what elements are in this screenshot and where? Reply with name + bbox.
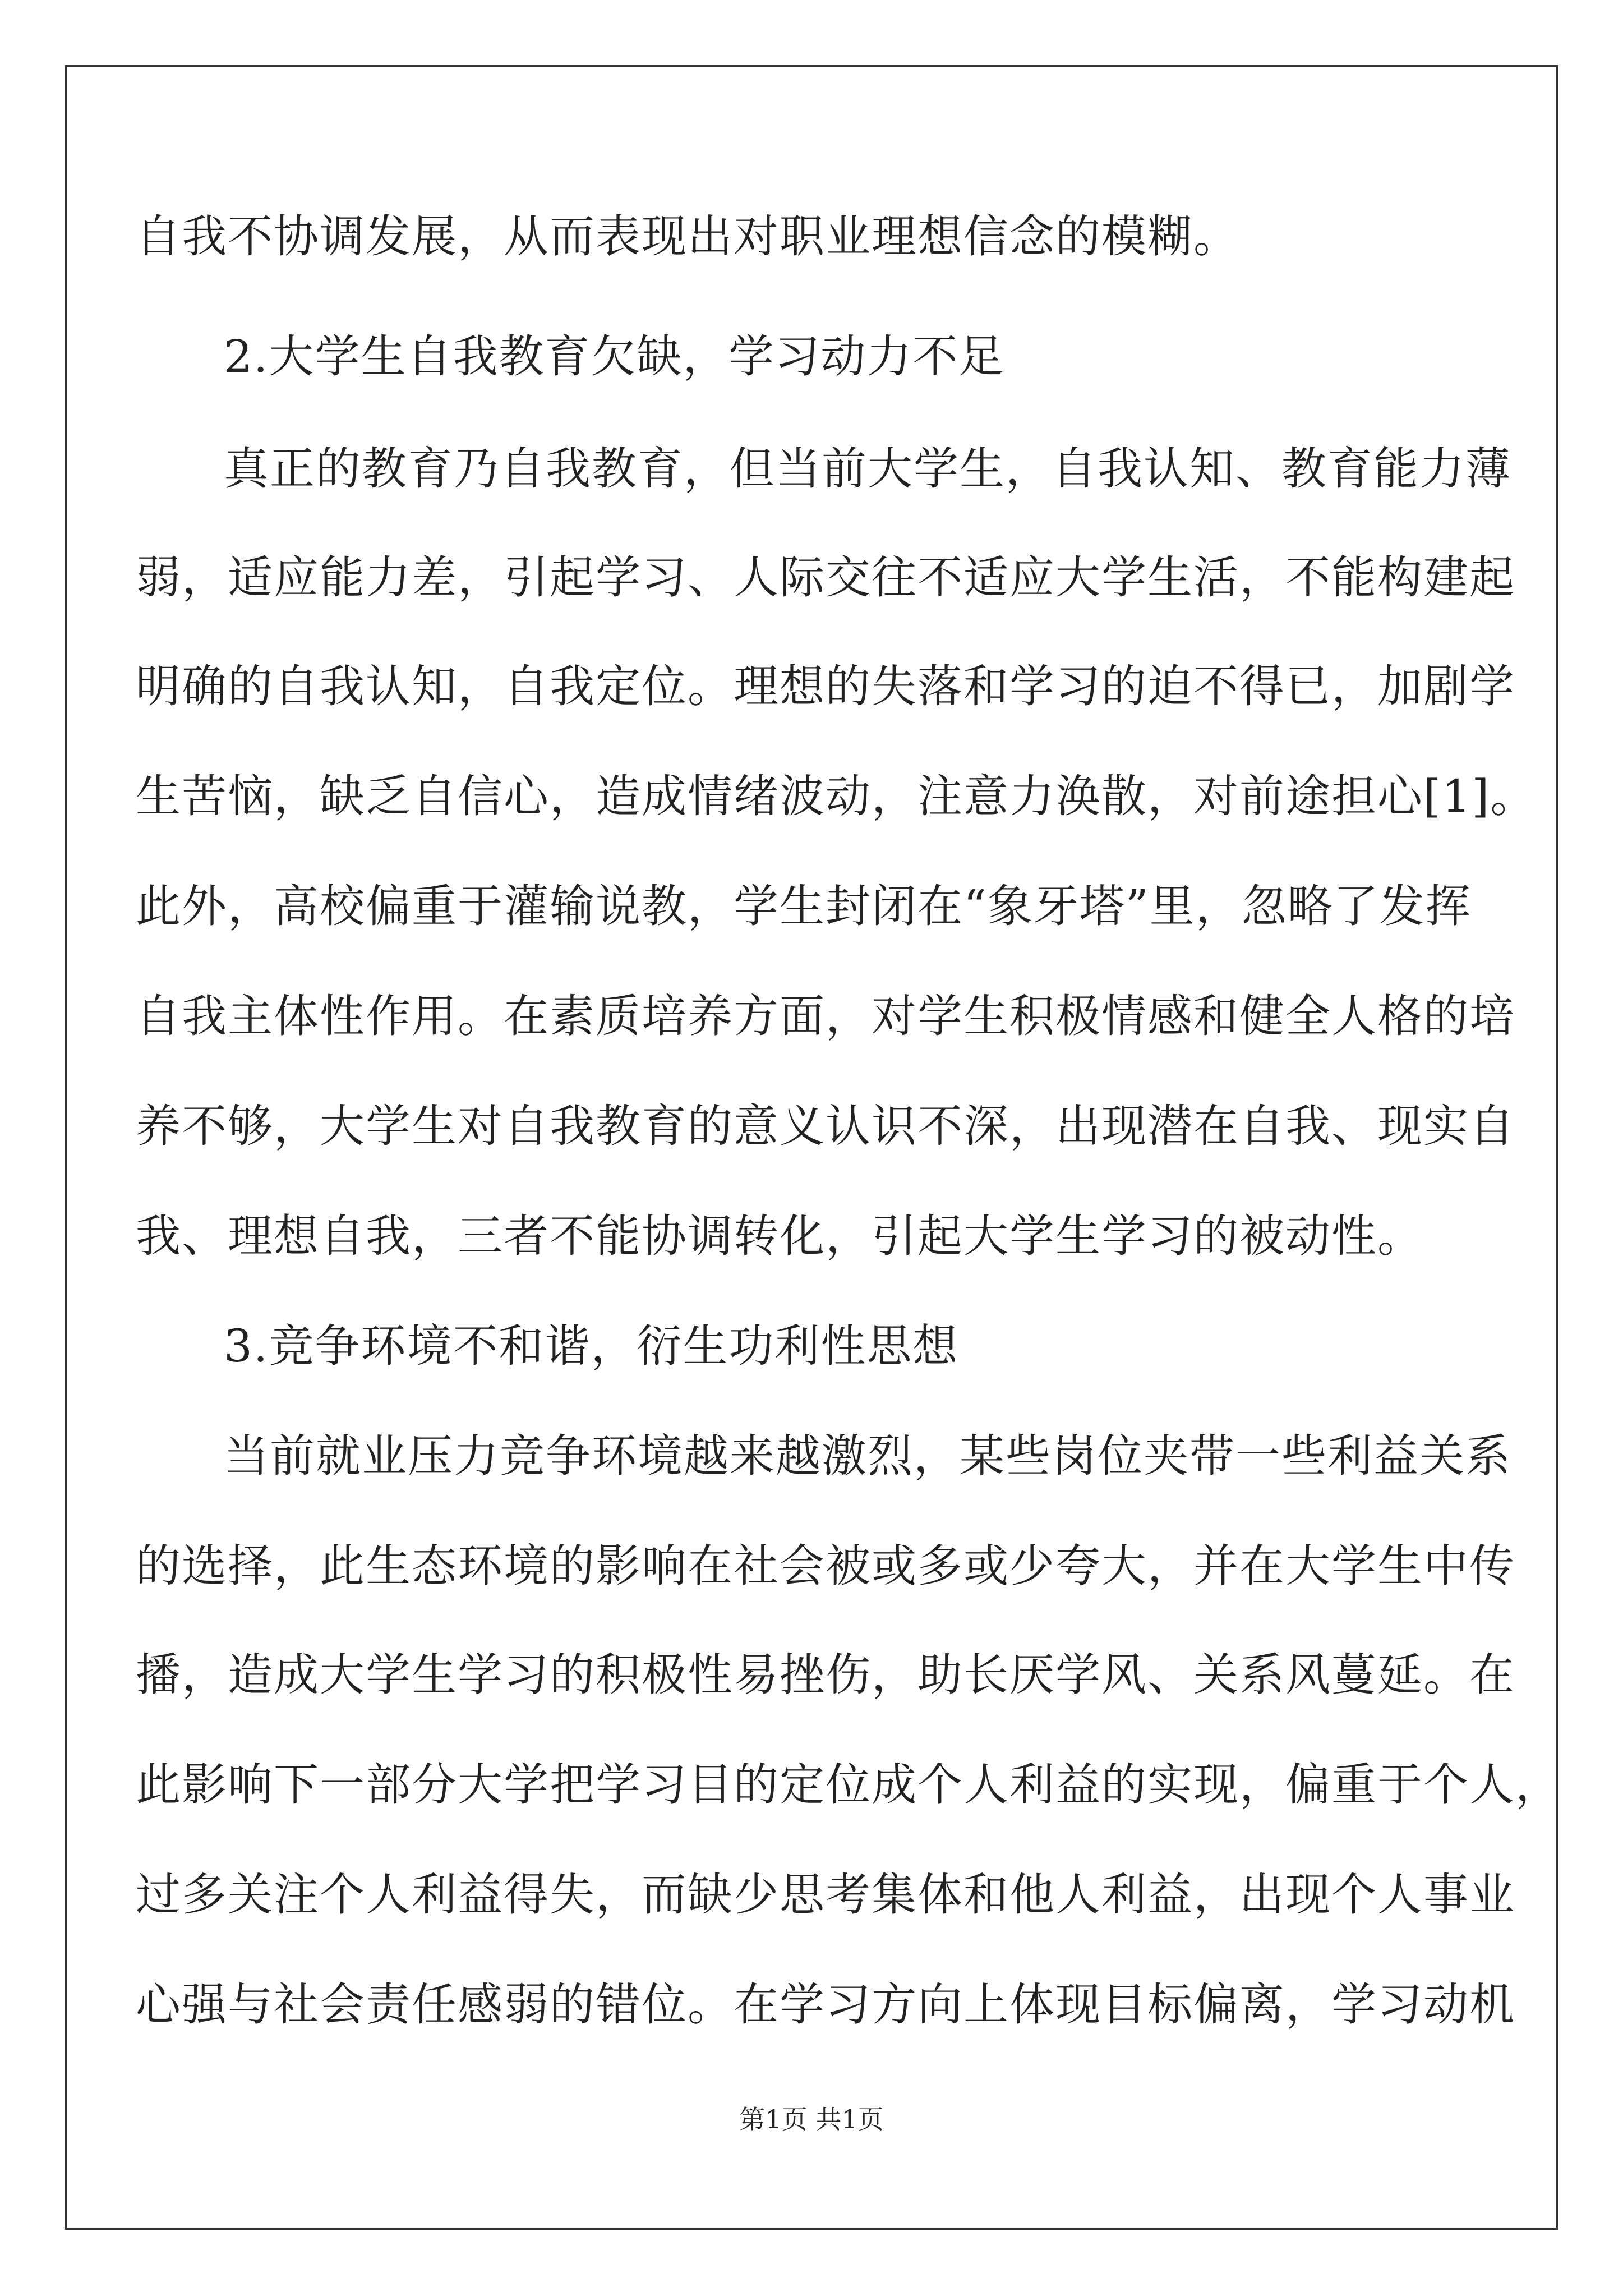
section-heading: 2.大学生自我教育欠缺，学习动力不足: [224, 330, 1005, 383]
text-line: 当前就业压力竞争环境越来越激烈，某些岗位夹带一些利益关系: [224, 1430, 1511, 1482]
text-line: 此影响下一部分大学把学习目的定位成个人利益的实现，偏重于个人，: [136, 1759, 1561, 1811]
text-line: 过多关注个人利益得失，而缺少思考集体和他人利益，出现个人事业: [136, 1869, 1515, 1921]
text-line: 真正的教育乃自我教育，但当前大学生，自我认知、教育能力薄: [224, 443, 1511, 495]
text-line: 弱，适应能力差，引起学习、人际交往不适应大学生活，不能构建起: [136, 551, 1515, 604]
text-line: 此外，高校偏重于灌输说教，学生封闭在“象牙塔”里，忽略了发挥: [136, 880, 1472, 932]
text-line: 播，造成大学生学习的积极性易挫伤，助长厌学风、关系风蔓延。在: [136, 1649, 1515, 1701]
text-line: 自我不协调发展，从而表现出对职业理想信念的模糊。: [136, 210, 1239, 263]
section-heading: 3.竞争环境不和谐，衍生功利性思想: [224, 1320, 959, 1372]
text-line: 自我主体性作用。在素质培养方面，对学生积极情感和健全人格的培: [136, 990, 1515, 1042]
text-line: 养不够，大学生对自我教育的意义认识不深，出现潜在自我、现实自: [136, 1100, 1515, 1152]
text-line: 的选择，此生态环境的影响在社会被或多或少夸大，并在大学生中传: [136, 1540, 1515, 1592]
text-line: 心强与社会责任感弱的错位。在学习方向上体现目标偏离，学习动机: [136, 1978, 1515, 2031]
page-footer: 第1页 共1页: [739, 2104, 884, 2134]
text-line: 我、理想自我，三者不能协调转化，引起大学生学习的被动性。: [136, 1210, 1423, 1262]
text-line: 明确的自我认知，自我定位。理想的失落和学习的迫不得已，加剧学: [136, 660, 1515, 712]
text-line: 生苦恼，缺乏自信心，造成情绪波动，注意力涣散，对前途担心[1]。: [136, 770, 1537, 822]
